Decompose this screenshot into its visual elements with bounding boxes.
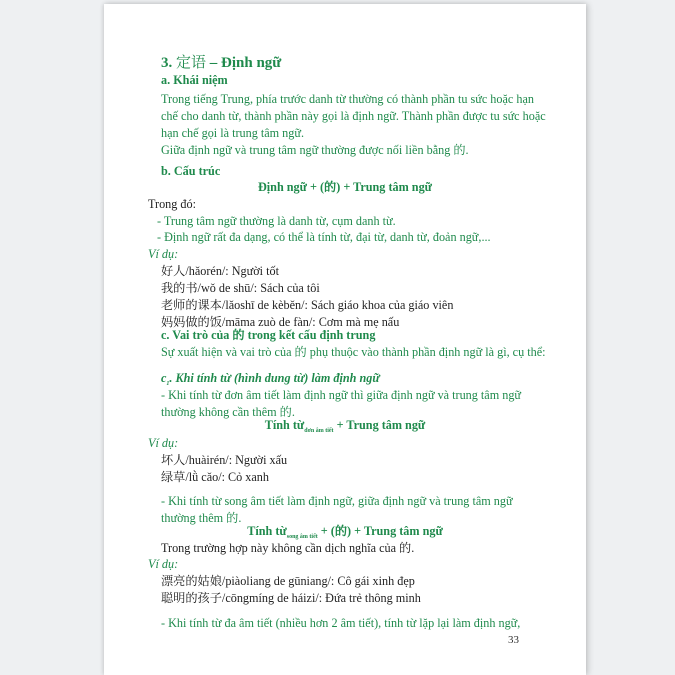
- paragraph-line: Trong đó:: [148, 197, 196, 211]
- example-line: 妈妈做的饭/māma zuò de fàn/: Cơm mà mẹ nấu: [161, 315, 400, 329]
- paragraph-line: - Khi tính từ song âm tiết làm định ngữ, giữa định ngữ và trung tâm ngữ: [161, 494, 513, 508]
- book-page: [104, 4, 586, 675]
- paragraph-line: - Khi tính từ đa âm tiết (nhiều hơn 2 âm tiết), tính từ lặp lại làm định ngữ,: [161, 616, 521, 630]
- section-heading: 3. 定语 – Định ngữ: [161, 55, 282, 71]
- example-line: 漂亮的姑娘/piàoliang de gūniang/: Cô gái xinh đẹp: [161, 574, 415, 588]
- bullet-line: - Định ngữ rất đa dạng, có thể là tính từ, đại từ, danh từ, đoản ngữ,...: [157, 230, 491, 244]
- example-line: 坏人/huàirén/: Người xấu: [161, 453, 288, 467]
- paragraph-line: chế cho danh từ, thành phần này gọi là định ngữ. Thành phần được tu sức hoặc: [161, 109, 546, 123]
- example-line: 聪明的孩子/cōngmíng de háizi/: Đứa trẻ thông minh: [161, 591, 421, 605]
- paragraph-line: Trong trường hợp này không cần dịch nghĩa của 的.: [161, 541, 415, 555]
- example-label: Ví dụ:: [148, 557, 179, 571]
- paragraph-line: Giữa định ngữ và trung tâm ngữ thường được nối liền bằng 的.: [161, 143, 469, 157]
- paragraph-line: hạn chế gọi là trung tâm ngữ.: [161, 126, 305, 140]
- example-line: 老师的课本/lǎoshī de kèběn/: Sách giáo khoa của giáo viên: [161, 298, 454, 312]
- example-line: 我的书/wǒ de shū/: Sách của tôi: [161, 281, 320, 295]
- paragraph-line: - Khi tính từ đơn âm tiết làm định ngữ thì giữa định ngữ và trung tâm ngữ: [161, 388, 522, 402]
- example-line: 绿草/lǜ cǎo/: Cỏ xanh: [161, 470, 269, 484]
- page-number: 33: [508, 634, 519, 646]
- bullet-line: - Trung tâm ngữ thường là danh từ, cụm danh từ.: [157, 214, 396, 228]
- example-label: Ví dụ:: [148, 436, 179, 450]
- paragraph-line: thường thêm 的.: [161, 511, 242, 525]
- subheading-b: b. Cấu trúc: [161, 164, 221, 178]
- paragraph-line: thường không cần thêm 的.: [161, 405, 295, 419]
- paragraph-line: Trong tiếng Trung, phía trước danh từ thường có thành phần tu sức hoặc hạn: [161, 92, 534, 106]
- structure-formula: Tính từ$_{song âm tiết}$ + (的) + Trung tâm ngữ: [247, 524, 443, 540]
- paragraph-line: Sự xuất hiện và vai trò của 的 phụ thuộc vào thành phần định ngữ là gì, cụ thể:: [161, 345, 546, 359]
- subheading-c: c. Vai trò của 的 trong kết cấu định trung: [161, 328, 376, 342]
- subheading-c1: $c_1$. Khi tính từ (hình dung từ) làm định ngữ: [161, 371, 380, 387]
- example-line: 好人/hǎorén/: Người tốt: [161, 264, 279, 278]
- structure-formula: Định ngữ + (的) + Trung tâm ngữ: [257, 180, 432, 194]
- structure-formula: Tính từ$_{đơn âm tiết}$ + Trung tâm ngữ: [264, 418, 426, 434]
- subheading-a: a. Khái niệm: [161, 73, 228, 87]
- example-label: Ví dụ:: [148, 247, 179, 261]
